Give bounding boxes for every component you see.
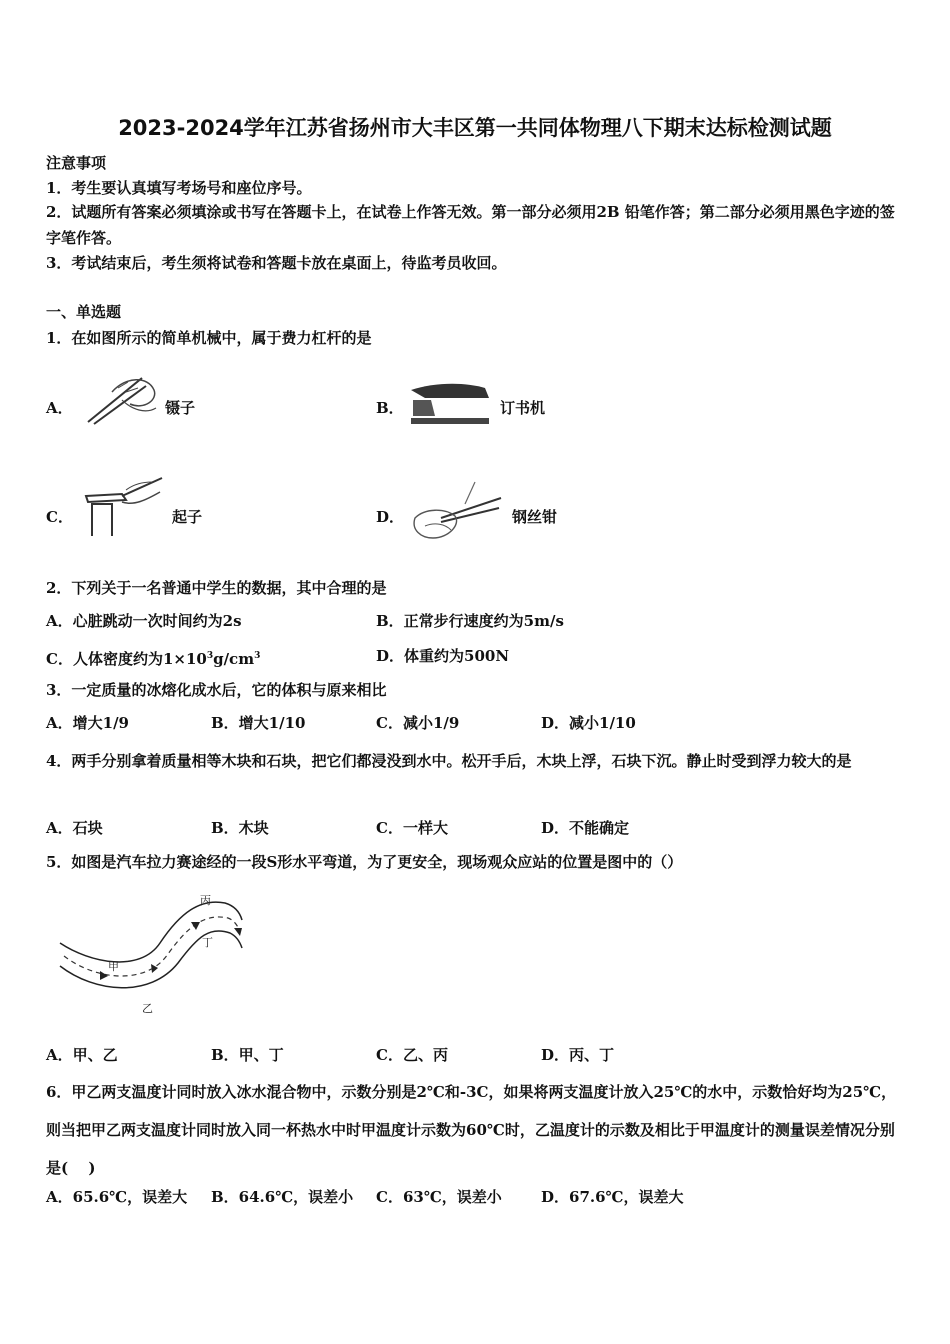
pliers-icon [405,478,505,546]
q1-option-a-letter[interactable]: A． [46,399,73,417]
q1-option-b-label: 订书机 [500,399,546,417]
q5-option-d[interactable]: D．丙、丁 [541,1046,615,1064]
q2-option-c-text: C．人体密度约为1×10 [46,650,207,668]
q2-option-b[interactable]: B．正常步行速度约为5m/s [376,612,564,630]
question-4-stem: 4．两手分别拿着质量相等木块和石块，把它们都浸没到水中。松开手后，木块上浮，石块下沉。静止时受到浮力较大的是 [46,752,852,770]
tweezers-icon [82,370,162,426]
label-jia: 甲 [108,960,119,973]
label-ding: 丁 [202,936,213,949]
q3-option-c[interactable]: C．减小1/9 [376,714,460,732]
q5-option-a[interactable]: A．甲、乙 [46,1046,118,1064]
q2-option-d[interactable]: D．体重约为500N [376,647,510,665]
q2-option-c-unit: g/cm [213,650,255,668]
note-item-1: 1．考生要认真填写考场号和座位序号。 [46,179,312,197]
q6-option-b[interactable]: B．64.6℃，误差小 [211,1188,354,1206]
q6-option-a[interactable]: A．65.6℃，误差大 [46,1188,188,1206]
note-item-2: 2．试题所有答案必须填涂或书写在答题卡上，在试卷上作答无效。第一部分必须用2B 铅笔作答；第二部分必须用黑色字迹的签字笔作答。 [46,203,895,247]
note-item-3: 3．考试结束后，考生须将试卷和答题卡放在桌面上，待监考员收回。 [46,254,507,272]
stapler-icon [405,378,495,428]
question-2-stem: 2．下列关于一名普通中学生的数据，其中合理的是 [46,579,387,597]
q5-option-b[interactable]: B．甲、丁 [211,1046,284,1064]
q1-option-d-letter[interactable]: D． [376,508,405,526]
q5-option-c[interactable]: C．乙、丙 [376,1046,448,1064]
q2-option-c[interactable] [46,646,260,669]
q3-option-b[interactable]: B．增大1/10 [211,714,306,732]
q1-option-d-label: 钢丝钳 [512,508,558,526]
notes-heading: 注意事项 [46,154,107,172]
q4-option-d[interactable]: D．不能确定 [541,819,630,837]
label-bing: 丙 [200,894,211,907]
question-3-stem: 3．一定质量的冰熔化成水后，它的体积与原来相比 [46,681,387,699]
s-curve-road-diagram [50,888,250,1018]
question-5-stem: 5．如图是汽车拉力赛途经的一段S形水平弯道，为了更安全，现场观众应站的位置是图中的（） [46,853,683,871]
q6-option-d[interactable]: D．67.6℃，误差大 [541,1188,684,1206]
q2-option-a[interactable]: A．心脏跳动一次时间约为2s [46,612,242,630]
q2-option-c-exp: 3 [206,651,214,661]
q1-option-c-letter[interactable]: C． [46,508,73,526]
q1-option-a-label: 镊子 [165,399,196,417]
q3-option-a[interactable]: A．增大1/9 [46,714,129,732]
q4-option-c[interactable]: C．一样大 [376,819,448,837]
question-1-stem: 1．在如图所示的简单机械中，属于费力杠杆的是 [46,329,372,347]
q3-option-d[interactable]: D．减小1/10 [541,714,636,732]
bottle-opener-icon [82,474,166,540]
q6-option-c[interactable]: C．63℃，误差小 [376,1188,502,1206]
section-heading: 一、单选题 [46,303,122,321]
q2-option-c-unit-exp: 3 [254,651,261,661]
question-6-stem: 6．甲乙两支温度计同时放入冰水混合物中，示数分别是2℃和-3C，如果将两支温度计放入25℃的水中，示数恰好均为25℃，则当把甲乙两支温度计同时放入同一杯热水中时甲温度计示数为60℃时，乙温度计的示数及相比于甲温度计的测量误差情况分别是( ) [46,1083,897,1177]
q4-option-a[interactable]: A．石块 [46,819,103,837]
page-title: 2023-2024学年江苏省扬州市大丰区第一共同体物理八下期末达标检测试题 [118,116,832,140]
q1-option-c-label: 起子 [172,508,203,526]
label-yi: 乙 [142,1002,153,1015]
q1-option-b-letter[interactable]: B． [376,399,404,417]
q4-option-b[interactable]: B．木块 [211,819,269,837]
